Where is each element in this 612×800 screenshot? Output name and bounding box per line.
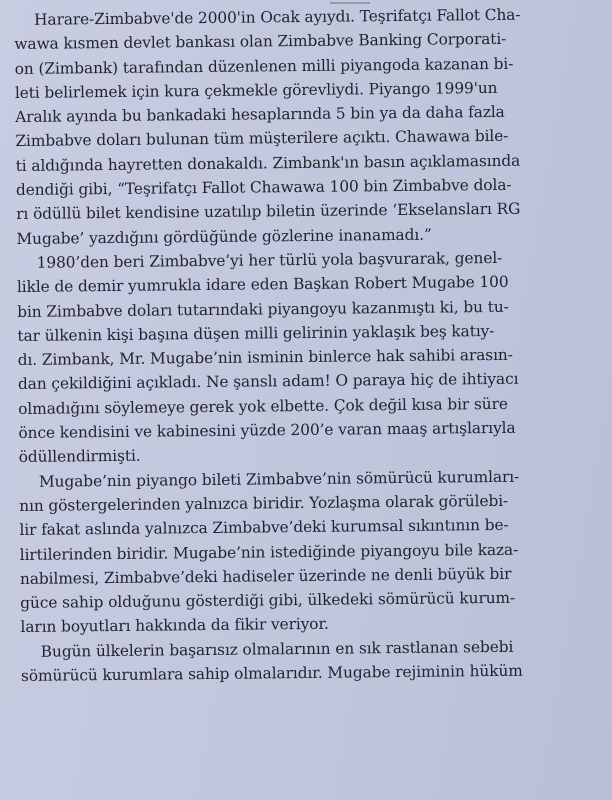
paragraph-3: [19, 463, 606, 639]
paragraph-2: [17, 245, 604, 470]
text-line: dı. Zimbank, Mr. Mugabe’nin isminin binlerce hak sahibi arasın-: [17, 345, 513, 370]
text-line: ödüllendirmişti.: [18, 447, 141, 467]
text-line: ti aldığında hayretten donakaldı. Zimbank'ın basın açıklamasında: [15, 151, 521, 175]
text-line: tar ülkenin kişi başına düşen milli gelirinin yaklaşık beş katıy-: [17, 321, 495, 345]
text-line: Mugabe’nin piyango bileti Zimbabve’nin sömürücü kurumları-: [38, 467, 520, 491]
text-line: Mugabe’ yazdığını gördüğünde gözlerine inanamadı.”: [16, 225, 432, 248]
text-line: 1980’den beri Zimbabve’yi her türlü yola başvurarak, genel-: [36, 248, 503, 272]
text-line: sömürücü kurumlara sahip olmalarıdır. Mugabe rejiminin hüküm: [20, 661, 523, 685]
text-line: ların boyutları hakkında da fikir veriyor.: [20, 615, 329, 637]
text-line: nın göstergelerinden yalnızca biridir. Yozlaşma olarak görülebi-: [19, 491, 509, 515]
body-text: [14, 2, 606, 688]
text-line: önce kendisini ve kabinesini yüzde 200’e varan maaş artışlarıyla: [18, 418, 516, 443]
text-line: wawa kısmen devlet bankası olan Zimbabve Banking Corporati-: [14, 30, 507, 54]
text-line: dendiği gibi, “Teşrifatçı Fallot Chawawa 100 bin Zimbabve dola-: [15, 175, 512, 200]
text-line: bin Zimbabve doları tutarındaki piyangoyu kazanmıştı ki, bu tu-: [17, 297, 509, 321]
text-line: likle de demir yumrukla idare eden Başkan Robert Mugabe 100: [16, 273, 509, 297]
text-line: leti belirlemek için kura çekmekle görevliydi. Piyango 1999'un: [14, 78, 498, 102]
text-line: nabilmesi, Zimbabve’deki hadiseler üzerinde ne denli büyük bir: [19, 564, 512, 588]
text-line: rı ödüllü bilet kendisine uzatılıp biletin üzerinde ‘Ekselansları RG: [16, 200, 521, 224]
text-line: lirtilerinden biridir. Mugabe’nin istediğinde piyangoyu bile kaza-: [19, 540, 519, 564]
text-line: güce sahip olduğunu gösterdiği gibi, ülkedeki sömürücü kurum-: [20, 588, 516, 613]
text-line: Zimbabve doları bulunan tüm müşterilere açıktı. Chawawa bile-: [15, 127, 509, 151]
text-line: dan çekildiğini açıkladı. Ne şanslı adam! O paraya hiç de ihtiyacı: [17, 370, 519, 394]
text-line: Harare-Zimbabve'de 2000'in Ocak ayıydı. Teşrifatçı Fallot Cha-: [34, 5, 521, 29]
text-line: olmadığını söylemeye gerek yok elbette. Çok değil kısa bir süre: [18, 394, 508, 418]
paragraph-1: [14, 2, 602, 251]
text-line: on (Zimbank) tarafından düzenlenen milli piyangoda kazanan bi-: [14, 54, 514, 78]
text-line: Bugün ülkelerin başarısız olmalarının en sık rastlanan sebebi: [40, 637, 514, 661]
text-line: Aralık ayında bu bankadaki hesaplarında 5 bin ya da daha fazla: [15, 103, 505, 127]
text-line: lir fakat aslında yalnızca Zimbabve’deki kurumsal sıkıntının be-: [19, 516, 509, 540]
paragraph-4: [21, 634, 606, 689]
